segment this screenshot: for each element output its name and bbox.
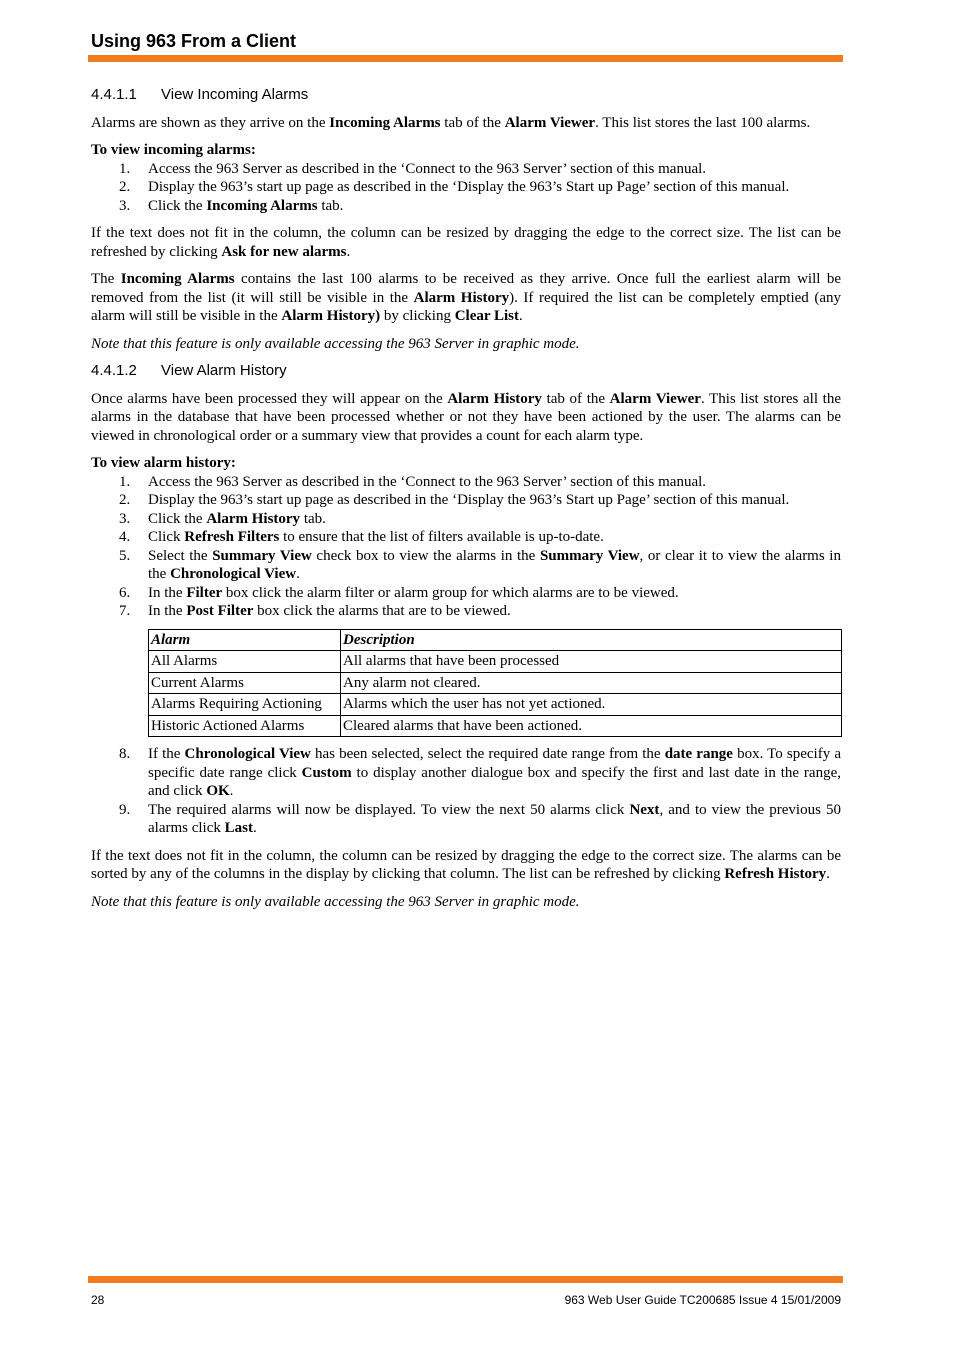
text-run: Click the (148, 510, 207, 527)
bold-term: Chronological View (184, 746, 311, 762)
bold-term: Chronological View (170, 566, 297, 582)
list-text (148, 178, 841, 197)
table-cell: Alarms Requiring Actioning (149, 694, 341, 716)
text-run: has been selected, select the required date range from the (310, 746, 665, 762)
list-number: 3. (119, 510, 131, 527)
table-cell: Alarms which the user has not yet actioned. (341, 694, 842, 716)
text-run: . (229, 783, 234, 799)
list-text (148, 528, 841, 547)
list-item (91, 160, 841, 179)
table-row (149, 672, 842, 694)
text-run: . (519, 308, 523, 324)
text-run: ). If required the list can be completely emptied (any alarm will still be visible in the (91, 289, 841, 324)
list-item (91, 528, 841, 547)
bold-term: Alarm History (447, 390, 542, 407)
list-item (91, 584, 841, 603)
list-number: 1. (119, 473, 131, 490)
document-body (91, 86, 841, 920)
bold-term: Alarm History (206, 510, 301, 527)
procedure-lead: To view incoming alarms: (91, 142, 256, 158)
list-item (91, 178, 841, 197)
bold-term: Alarm Viewer (609, 390, 701, 407)
text-run: Display the 963’s start up page as described in the ‘Display the 963’s Start up Page’ section of this manual. (148, 492, 790, 508)
list-number: 3. (119, 197, 131, 214)
text-run: Display the 963’s start up page as described in the ‘Display the 963’s Start up Page’ section of this manual. (148, 179, 790, 195)
text-run: by clicking (380, 308, 455, 324)
bold-term: Next (629, 801, 660, 818)
section-number: 4.4.1.2 (91, 362, 137, 379)
bold-term: Alarm History) (281, 308, 381, 324)
text-run: If the (148, 746, 185, 762)
text-run: Alarms are shown as they arrive on the (91, 114, 330, 131)
section-title: View Incoming Alarms (161, 86, 309, 103)
page-number: 28 (91, 1293, 105, 1307)
bold-term: Summary View (212, 547, 312, 564)
list-text (148, 197, 841, 216)
procedure-lead: To view alarm history: (91, 455, 236, 471)
list-text (148, 584, 841, 603)
bold-term: Refresh History (724, 866, 827, 882)
list-number: 1. (119, 160, 131, 177)
list-number: 8. (119, 746, 131, 762)
section-heading-history (91, 362, 841, 381)
text-run: check box to view the alarms in the (311, 547, 540, 564)
table-cell: Historic Actioned Alarms (149, 715, 341, 737)
list-text (148, 160, 841, 179)
text-run: If the text does not fit in the column, the column can be resized by dragging the edge to the correct size. The list can be refreshed by clicking (91, 225, 841, 260)
text-run: Once alarms have been processed they will appear on the (91, 390, 448, 407)
table-cell: Any alarm not cleared. (341, 672, 842, 694)
list-item (91, 602, 841, 621)
list-text (148, 801, 841, 838)
text-run: In the (148, 584, 187, 601)
list-number: 6. (119, 584, 131, 601)
bold-term: Summary View (539, 547, 640, 564)
text-run: Click the (148, 197, 207, 214)
text-run: tab of the (541, 390, 610, 407)
page-header-title: Using 963 From a Client (91, 31, 297, 51)
paragraph (91, 114, 841, 133)
list-number: 5. (119, 547, 131, 564)
bold-term: Alarm Viewer (504, 114, 596, 131)
list-number: 2. (119, 179, 131, 195)
text-run: . This list stores the last 100 alarms. (595, 114, 811, 131)
text-run: The (91, 271, 121, 287)
text-run: , and to view the previous 50 alarms click (148, 801, 842, 836)
steps-list (91, 160, 841, 216)
alarm-types-table (148, 629, 842, 738)
table-row (149, 651, 842, 673)
text-run: In the (148, 603, 187, 619)
text-run: The required alarms will now be displayed. To view the next 50 alarms click (148, 801, 630, 818)
list-text (148, 745, 841, 801)
document-info: 963 Web User Guide TC200685 Issue 4 15/01/2009 (564, 1293, 841, 1307)
column-header: Description (341, 629, 842, 651)
list-text (148, 547, 841, 584)
bold-term: Ask for new alarms (221, 243, 347, 260)
text-run: . This list stores all the alarms in the database that have been processed whether or not they have been actioned by the user. The alarms can be viewed in chronological order or a summary view that provides a count for each alarm type. (91, 390, 841, 444)
table-row (149, 715, 842, 737)
column-header: Alarm (149, 629, 341, 651)
list-item (91, 473, 841, 492)
text-run: . (252, 820, 257, 836)
table-cell: Cleared alarms that have been actioned. (341, 715, 842, 737)
text-run: If the text does not fit in the column, the column can be resized by dragging the edge to the correct size. The alarms can be sorted by any of the columns in the display by clicking that column. The list can be refreshed by clicking (91, 847, 841, 882)
note: Note that this feature is only available accessing the 963 Server in graphic mode. (91, 335, 580, 352)
bold-term: Clear List (454, 308, 520, 324)
list-item (91, 197, 841, 216)
note: Note that this feature is only available accessing the 963 Server in graphic mode. (91, 893, 580, 910)
paragraph (91, 270, 841, 326)
section-heading-incoming (91, 86, 841, 105)
section-title: View Alarm History (161, 362, 287, 379)
list-item (91, 801, 841, 838)
bold-term: Last (224, 820, 253, 836)
header-rule (88, 55, 843, 62)
paragraph (91, 224, 841, 261)
text-run: contains the last 100 alarms to be received as they arrive. Once full the earliest alarm will be removed from the list (it will still be visible in the (91, 271, 841, 306)
section-number: 4.4.1.1 (91, 86, 137, 103)
bold-term: Alarm History (413, 289, 510, 306)
bold-term: Filter (186, 584, 223, 601)
bold-term: OK (206, 783, 230, 799)
text-run: tab of the (440, 114, 505, 131)
bold-term: Incoming Alarms (206, 197, 318, 214)
list-number: 2. (119, 492, 131, 508)
list-text (148, 491, 841, 510)
list-number: 9. (119, 801, 131, 818)
table-cell: All alarms that have been processed (341, 651, 842, 673)
paragraph (91, 390, 841, 446)
text-run: , or clear it to view the alarms in the (148, 547, 841, 582)
table-row (149, 694, 842, 716)
text-run: tab. (300, 510, 326, 527)
list-text (148, 473, 841, 492)
bold-term: Incoming Alarms (329, 114, 441, 131)
text-run: box click the alarm filter or alarm group for which alarms are to be viewed. (222, 584, 679, 601)
steps-list (91, 745, 841, 838)
list-item (91, 547, 841, 584)
text-run: box click the alarms that are to be viewed. (253, 603, 511, 619)
list-number: 7. (119, 603, 131, 619)
bold-term: Incoming Alarms (120, 271, 235, 287)
table-cell: All Alarms (149, 651, 341, 673)
text-run: Select the (148, 547, 213, 564)
paragraph (91, 847, 841, 884)
table-header-row (149, 629, 842, 651)
bold-term: Custom (301, 764, 352, 781)
list-item (91, 745, 841, 801)
bold-term: Post Filter (186, 603, 254, 619)
bold-term: date range (664, 746, 733, 762)
list-item (91, 491, 841, 510)
text-run: . (296, 566, 300, 582)
text-run: tab. (317, 197, 344, 214)
bold-term: Refresh Filters (184, 529, 280, 545)
text-run: to display another dialogue box and specify the first and last date in the range, and click (148, 764, 841, 799)
list-number: 4. (119, 529, 131, 545)
list-text (148, 602, 841, 621)
list-text (148, 510, 841, 529)
footer-rule (88, 1276, 843, 1283)
text-run: Click (148, 529, 185, 545)
text-run: . (346, 243, 351, 260)
text-run: box. To specify a specific date range click (148, 746, 841, 781)
table-cell: Current Alarms (149, 672, 341, 694)
text-run: Access the 963 Server as described in the ‘Connect to the 963 Server’ section of this manual. (148, 160, 707, 177)
list-item (91, 510, 841, 529)
steps-list (91, 473, 841, 621)
text-run: Access the 963 Server as described in the ‘Connect to the 963 Server’ section of this manual. (148, 473, 707, 490)
text-run: . (826, 866, 830, 882)
text-run: to ensure that the list of filters available is up-to-date. (279, 529, 604, 545)
